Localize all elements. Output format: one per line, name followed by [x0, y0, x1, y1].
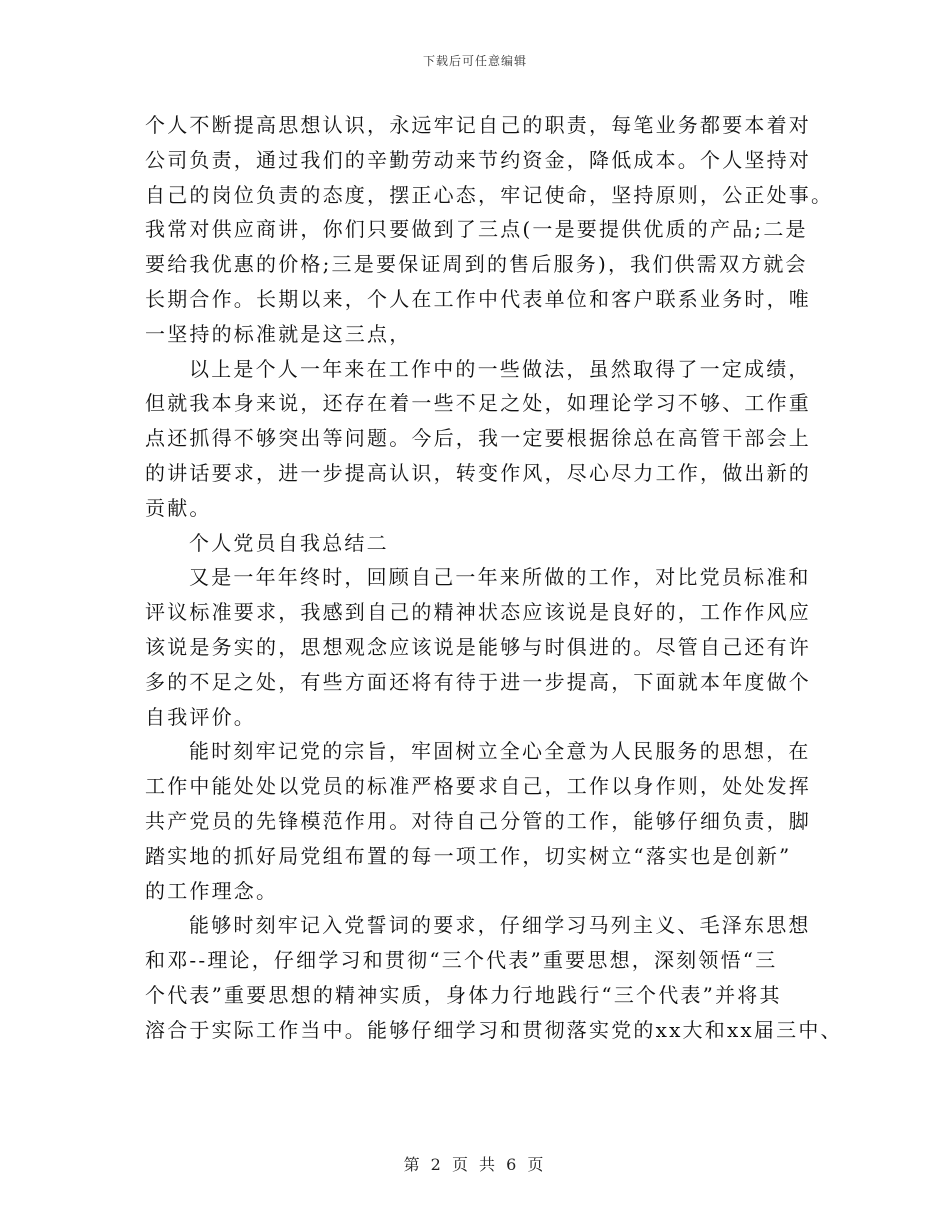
body-text-line: 点还抓得不够突出等问题。今后，我一定要根据徐总在高管干部会上 [145, 426, 811, 451]
body-text-line: 长期合作。长期以来，个人在工作中代表单位和客户联系业务时，唯 [145, 286, 811, 311]
body-text-line: 多的不足之处，有些方面还将有待于进一步提高，下面就本年度做个 [145, 669, 811, 694]
body-text-line: 又是一年年终时，回顾自己一年来所做的工作，对比党员标准和 [189, 565, 811, 590]
body-text-line: 共产党员的先锋模范作用。对待自己分管的工作，能够仔细负责，脚 [145, 808, 811, 833]
body-text-line: 一坚持的标准就是这三点， [145, 321, 412, 346]
body-text-line: 的工作理念。 [145, 878, 279, 903]
body-text-line: 但就我本身来说，还存在着一些不足之处，如理论学习不够、工作重 [145, 391, 811, 416]
body-text-line: 的讲话要求，进一步提高认识，转变作风，尽心尽力工作，做出新的 [145, 460, 811, 485]
body-text-line: 溶合于实际工作当中。能够仔细学习和贯彻落实党的xx大和xx届三中、 [145, 1017, 843, 1042]
body-text-line: 我常对供应商讲，你们只要做到了三点(一是要提供优质的产品;二是 [145, 217, 808, 242]
page-number-footer: 第 2 页 共 6 页 [403, 1155, 547, 1174]
body-text-line: 能够时刻牢记入党誓词的要求，仔细学习马列主义、毛泽东思想 [189, 913, 811, 938]
document-body [145, 108, 843, 1048]
page-header-note: 下载后可任意编辑 [422, 54, 527, 68]
body-text-line: 工作中能处处以党员的标准严格要求自己，工作以身作则，处处发挥 [145, 774, 811, 799]
body-text-line: 该说是务实的，思想观念应该说是能够与时俱进的。尽管自己还有许 [145, 634, 811, 659]
body-text-line: 自我评价。 [145, 704, 256, 729]
body-text-line: 贡献。 [145, 495, 212, 520]
body-text-line: 踏实地的抓好局党组布置的每一项工作，切实树立“落实也是创新” [145, 843, 792, 868]
body-text-line: 个代表”重要思想的精神实质，身体力行地践行“三个代表”并将其 [145, 982, 782, 1007]
body-text-line: 自己的岗位负责的态度，摆正心态，牢记使命，坚持原则，公正处事。 [145, 182, 834, 207]
body-text-line: 个人不断提高思想认识，永远牢记自己的职责，每笔业务都要本着对 [145, 113, 811, 137]
body-text-line: 能时刻牢记党的宗旨，牢固树立全心全意为人民服务的思想，在 [189, 739, 811, 764]
body-text-line: 公司负责，通过我们的辛勤劳动来节约资金，降低成本。个人坚持对 [145, 147, 811, 172]
body-text-line: 评议标准要求，我感到自己的精神状态应该说是良好的，工作作风应 [145, 600, 811, 625]
body-text-line: 个人党员自我总结二 [189, 530, 389, 555]
body-text-line: 以上是个人一年来在工作中的一些做法，虽然取得了一定成绩， [189, 356, 811, 381]
body-text-line: 要给我优惠的价格;三是要保证周到的售后服务)，我们供需双方就会 [145, 252, 808, 277]
body-text-line: 和邓--理论，仔细学习和贯彻“三个代表”重要思想，深刻领悟“三 [145, 948, 778, 973]
